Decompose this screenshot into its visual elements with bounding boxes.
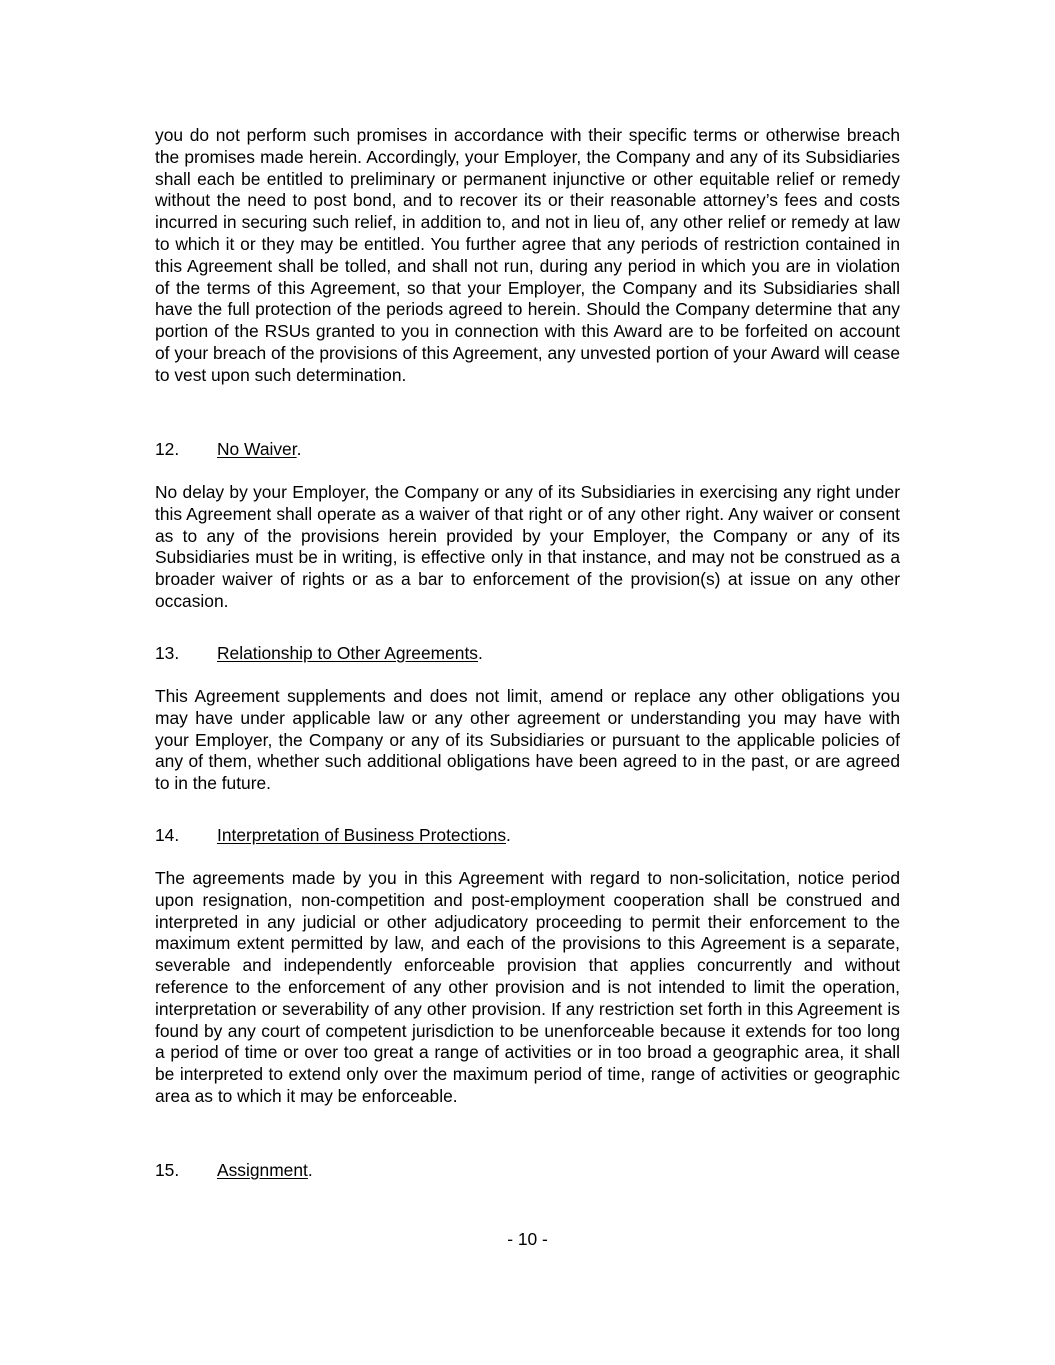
heading-period: . — [296, 439, 302, 459]
section-title: Assignment — [217, 1160, 308, 1180]
section-12-paragraph: No delay by your Employer, the Company or any of its Subsidiaries in exercising any right under this Agreement shall operate as a waiver of that right or of any other right. Any waiver or consent as to any of the provisions herein provided by your Employer, the Company or any of its Subsidiaries must be in writing, is effective only in that instance, and may not be construed as a broader waiver of rights or as a bar to enforcement of the provision(s) at issue on any other occasion. — [155, 482, 900, 611]
continuation-paragraph: you do not perform such promises in accordance with their specific terms or otherwise breach the promises made herein. Accordingly, your Employer, the Company and any of its Subsidiaries shall each be entitled to preliminary or permanent injunctive or other equitable relief or remedy without the need to post bond, and to recover its or their reasonable attorney’s fees and costs incurred in securing such relief, in addition to, and not in lieu of, any other relief or remedy at law to which it or they may be entitled. You further agree that any periods of restriction contained in this Agreement shall be tolled, and shall not run, during any period in which you are in violation of the terms of this Agreement, so that your Employer, the Company and its Subsidiaries shall have the full protection of the periods agreed to herein. Should the Company determine that any portion of the RSUs granted to you in connection with this Award are to be forfeited on account of your breach of the provisions of this Agreement, any unvested portion of your Award will cease to vest upon such determination. — [155, 125, 900, 385]
section-title: Relationship to Other Agreements — [217, 643, 479, 663]
section-heading-14 — [155, 825, 511, 847]
heading-period: . — [307, 1160, 313, 1180]
section-heading-15 — [155, 1160, 313, 1182]
section-heading-12 — [155, 439, 301, 461]
heading-period: . — [478, 643, 483, 663]
section-number: 13. — [155, 643, 180, 663]
section-number: 14. — [155, 825, 180, 845]
section-13-paragraph: This Agreement supplements and does not limit, amend or replace any other obligations you may have under applicable law or any other agreement or understanding you may have with your Employer, the Company or any of its Subsidiaries or pursuant to the applicable policies of any of them, whether such additional obligations have been agreed to in the past, or are agreed to in the future. — [155, 686, 900, 794]
page-number: - 10 - — [507, 1229, 548, 1249]
section-title: Interpretation of Business Protections — [217, 825, 507, 845]
section-number: 12. — [155, 439, 180, 459]
section-title: No Waiver — [217, 439, 297, 459]
section-14-paragraph: The agreements made by you in this Agreement with regard to non-solicitation, notice period upon resignation, non-competition and post-employment cooperation shall be construed and interpreted in any judicial or other adjudicatory proceeding to permit their enforcement to the maximum extent permitted by law, and each of the provisions to this Agreement is a separate, severable and independently enforceable provision that applies concurrently and without reference to the enforcement of any other provision and is not intended to limit the operation, interpretation or severability of any other provision. If any restriction set forth in this Agreement is found by any court of competent jurisdiction to be unenforceable because it extends for too long a period of time or over too great a range of activities or in too broad a geographic area, it shall be interpreted to extend only over the maximum period of time, range of activities or geographic area as to which it may be enforceable. — [155, 868, 900, 1106]
section-heading-13 — [155, 643, 483, 665]
section-number: 15. — [155, 1160, 180, 1180]
heading-period: . — [506, 825, 511, 845]
